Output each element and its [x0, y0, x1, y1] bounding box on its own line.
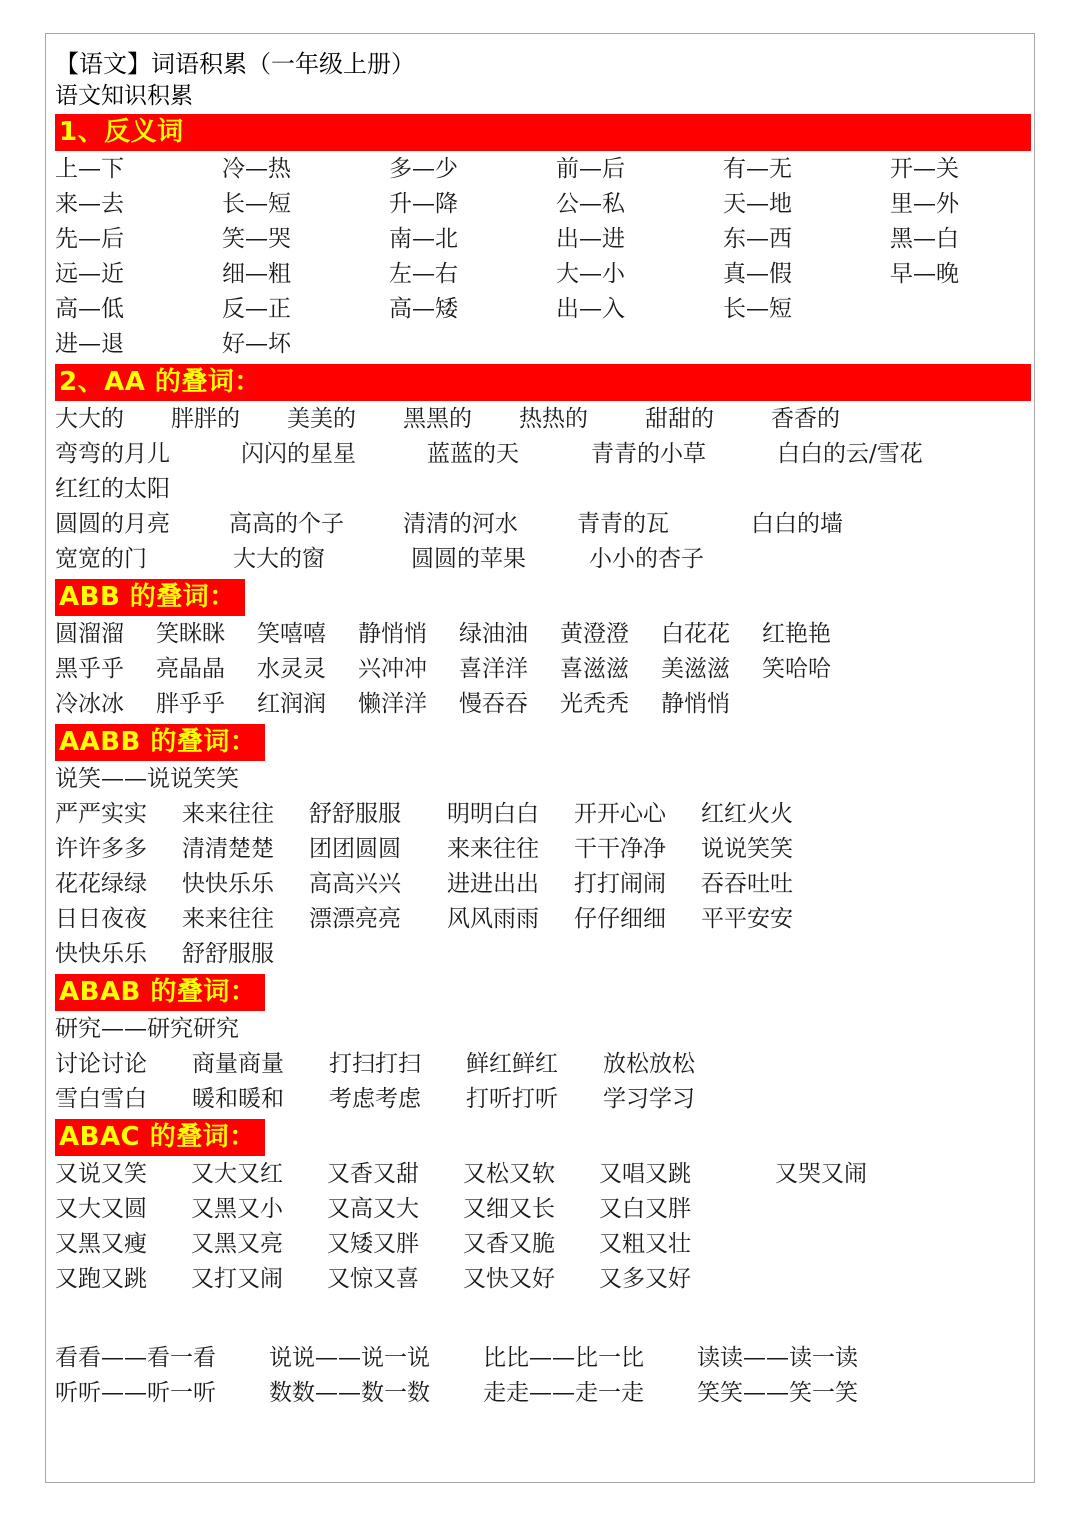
word-cell: 笑哈哈	[762, 656, 831, 682]
word-cell: 打扫打扫	[329, 1051, 421, 1077]
antonym-row	[55, 327, 1029, 362]
word-cell: 舒舒服服	[182, 941, 274, 967]
word-cell: 雪白雪白	[55, 1086, 147, 1112]
word-cell: 早—晚	[890, 261, 959, 287]
aa-row	[55, 437, 1029, 472]
word-cell: 红红的太阳	[55, 476, 170, 502]
section-heading-aa: 2、AA 的叠词：	[55, 364, 1031, 401]
word-cell: 美美的	[287, 406, 356, 432]
word-cell: 白花花	[661, 621, 730, 647]
word-cell: 又哭又闹	[775, 1161, 867, 1187]
antonym-row	[55, 152, 1029, 187]
section-abab	[55, 972, 1029, 1012]
aabb-row	[55, 867, 1029, 902]
antonym-row	[55, 292, 1029, 327]
word-cell: 又大又圆	[55, 1196, 147, 1222]
word-cell: 走走——走一走	[483, 1380, 644, 1406]
word-cell: 来来往往	[182, 801, 274, 827]
word-cell: 红润润	[257, 691, 326, 717]
aabb-example	[55, 762, 1029, 797]
word-cell: 青青的瓦	[577, 511, 669, 537]
word-cell: 香香的	[771, 406, 840, 432]
word-cell: 又快又好	[463, 1266, 555, 1292]
abac-row	[55, 1227, 1029, 1262]
section-heading-abab: ABAB 的叠词：	[55, 974, 265, 1011]
word-cell: 光秃秃	[560, 691, 629, 717]
word-cell: 圆圆的月亮	[55, 511, 170, 537]
word-cell: 长—短	[222, 191, 291, 217]
word-cell: 南—北	[389, 226, 458, 252]
word-cell: 天—地	[723, 191, 792, 217]
word-cell: 打听打听	[466, 1086, 558, 1112]
word-cell: 青青的小草	[591, 441, 706, 467]
word-cell: 静悄悄	[661, 691, 730, 717]
word-cell: 又白又胖	[599, 1196, 691, 1222]
word-cell: 来来往往	[447, 836, 539, 862]
word-cell: 里—外	[890, 191, 959, 217]
word-cell: 圆溜溜	[55, 621, 124, 647]
word-cell: 看看——看一看	[55, 1345, 216, 1371]
word-cell: 白白的墙	[751, 511, 843, 537]
word-cell: 又黑又亮	[191, 1231, 283, 1257]
word-cell: 东—西	[723, 226, 792, 252]
word-cell: 清清楚楚	[182, 836, 274, 862]
word-cell: 数数——数一数	[269, 1380, 430, 1406]
word-cell: 进—退	[55, 331, 124, 357]
word-cell: 又唱又跳	[599, 1161, 691, 1187]
word-cell: 出—入	[556, 296, 625, 322]
page-subtitle: 语文知识积累	[55, 83, 193, 109]
word-cell: 笑嘻嘻	[257, 621, 326, 647]
word-cell: 又黑又瘦	[55, 1231, 147, 1257]
section-abac	[55, 1117, 1029, 1157]
word-cell: 暖和暖和	[192, 1086, 284, 1112]
word-cell: 红红火火	[701, 801, 793, 827]
word-cell: 明明白白	[447, 801, 539, 827]
word-cell: 蓝蓝的天	[427, 441, 519, 467]
section-antonyms	[55, 114, 1029, 151]
word-cell: 又高又大	[327, 1196, 419, 1222]
word-cell: 学习学习	[603, 1086, 695, 1112]
word-cell: 好—坏	[222, 331, 291, 357]
word-cell: 又多又好	[599, 1266, 691, 1292]
aa-row	[55, 472, 1029, 507]
abb-row	[55, 687, 1029, 722]
word-cell: 冷冰冰	[55, 691, 124, 717]
word-cell: 研究——研究研究	[55, 1016, 239, 1042]
word-cell: 清清的河水	[403, 511, 518, 537]
word-cell: 冷—热	[222, 156, 291, 182]
word-cell: 说笑——说说笑笑	[55, 766, 239, 792]
word-cell: 又黑又小	[191, 1196, 283, 1222]
word-cell: 又香又甜	[327, 1161, 419, 1187]
word-cell: 又跑又跳	[55, 1266, 147, 1292]
word-cell: 美滋滋	[661, 656, 730, 682]
abab-row	[55, 1082, 1029, 1117]
word-cell: 亮晶晶	[156, 656, 225, 682]
word-cell: 严严实实	[55, 801, 147, 827]
abac-row	[55, 1157, 1029, 1192]
aa-row	[55, 402, 1029, 437]
word-cell: 上—下	[55, 156, 124, 182]
word-cell: 干干净净	[574, 836, 666, 862]
word-cell: 又粗又壮	[599, 1231, 691, 1257]
word-cell: 大大的窗	[233, 546, 325, 572]
section-heading-aabb: AABB 的叠词：	[55, 724, 265, 761]
word-cell: 舒舒服服	[309, 801, 401, 827]
word-cell: 长—短	[723, 296, 792, 322]
word-cell: 远—近	[55, 261, 124, 287]
word-cell: 有—无	[723, 156, 792, 182]
section-heading-antonyms: 1、反义词	[55, 114, 1031, 151]
word-cell: 又香又脆	[463, 1231, 555, 1257]
word-cell: 多—少	[389, 156, 458, 182]
word-cell: 团团圆圆	[309, 836, 401, 862]
word-cell: 打打闹闹	[574, 871, 666, 897]
word-cell: 高高的个子	[229, 511, 344, 537]
word-cell: 宽宽的门	[55, 546, 147, 572]
section-heading-abac: ABAC 的叠词：	[55, 1119, 265, 1156]
word-cell: 反—正	[222, 296, 291, 322]
word-cell: 说说——说一说	[269, 1345, 430, 1371]
aabb-row	[55, 937, 1029, 972]
section-heading-abb: ABB 的叠词：	[55, 579, 245, 616]
page-title: 【语文】词语积累（一年级上册）	[55, 50, 415, 78]
word-cell: 前—后	[556, 156, 625, 182]
word-cell: 读读——读一读	[697, 1345, 858, 1371]
word-cell: 左—右	[389, 261, 458, 287]
word-cell: 进进出出	[447, 871, 539, 897]
word-cell: 又说又笑	[55, 1161, 147, 1187]
aa-row	[55, 507, 1029, 542]
word-cell: 白白的云/雪花	[777, 441, 923, 467]
aabb-row	[55, 902, 1029, 937]
abb-row	[55, 652, 1029, 687]
word-cell: 胖胖的	[171, 406, 240, 432]
word-cell: 听听——听一听	[55, 1380, 216, 1406]
word-cell: 开开心心	[574, 801, 666, 827]
word-cell: 懒洋洋	[358, 691, 427, 717]
word-cell: 小小的杏子	[589, 546, 704, 572]
aa-row	[55, 542, 1029, 577]
word-cell: 公—私	[556, 191, 625, 217]
abac-row	[55, 1262, 1029, 1297]
word-cell: 来来往往	[182, 906, 274, 932]
word-cell: 快快乐乐	[182, 871, 274, 897]
abab-row	[55, 1047, 1029, 1082]
word-cell: 又打又闹	[191, 1266, 283, 1292]
abab-example	[55, 1012, 1029, 1047]
word-cell: 喜洋洋	[459, 656, 528, 682]
document-body	[46, 34, 1034, 1411]
aabb-row	[55, 797, 1029, 832]
word-cell: 开—关	[890, 156, 959, 182]
document-page	[45, 33, 1035, 1483]
word-cell: 黑乎乎	[55, 656, 124, 682]
word-cell: 闪闪的星星	[241, 441, 356, 467]
section-gap	[55, 1297, 1029, 1341]
word-cell: 来—去	[55, 191, 124, 217]
word-cell: 红艳艳	[762, 621, 831, 647]
word-cell: 讨论讨论	[55, 1051, 147, 1077]
word-cell: 高—低	[55, 296, 124, 322]
abb-row	[55, 617, 1029, 652]
aabb-row	[55, 832, 1029, 867]
word-cell: 弯弯的月儿	[55, 441, 170, 467]
word-cell: 黄澄澄	[560, 621, 629, 647]
section-aa	[55, 364, 1029, 401]
section-abb	[55, 577, 1029, 617]
word-cell: 又惊又喜	[327, 1266, 419, 1292]
word-cell: 先—后	[55, 226, 124, 252]
word-cell: 静悄悄	[358, 621, 427, 647]
word-cell: 笑眯眯	[156, 621, 225, 647]
word-cell: 高—矮	[389, 296, 458, 322]
word-cell: 比比——比一比	[483, 1345, 644, 1371]
reduplication-row	[55, 1341, 1029, 1376]
antonym-row	[55, 187, 1029, 222]
antonym-row	[55, 222, 1029, 257]
section-aabb	[55, 722, 1029, 762]
word-cell: 甜甜的	[645, 406, 714, 432]
word-cell: 考虑考虑	[329, 1086, 421, 1112]
antonym-row	[55, 257, 1029, 292]
word-cell: 大大的	[55, 406, 124, 432]
word-cell: 又松又软	[463, 1161, 555, 1187]
word-cell: 又矮又胖	[327, 1231, 419, 1257]
word-cell: 兴冲冲	[358, 656, 427, 682]
word-cell: 慢吞吞	[459, 691, 528, 717]
word-cell: 吞吞吐吐	[701, 871, 793, 897]
word-cell: 真—假	[723, 261, 792, 287]
word-cell: 笑笑——笑一笑	[697, 1380, 858, 1406]
word-cell: 说说笑笑	[701, 836, 793, 862]
word-cell: 黑—白	[890, 226, 959, 252]
word-cell: 热热的	[519, 406, 588, 432]
word-cell: 仔仔细细	[574, 906, 666, 932]
word-cell: 平平安安	[701, 906, 793, 932]
word-cell: 漂漂亮亮	[309, 906, 401, 932]
word-cell: 胖乎乎	[156, 691, 225, 717]
word-cell: 圆圆的苹果	[411, 546, 526, 572]
word-cell: 笑—哭	[222, 226, 291, 252]
word-cell: 水灵灵	[257, 656, 326, 682]
word-cell: 又大又红	[191, 1161, 283, 1187]
word-cell: 日日夜夜	[55, 906, 147, 932]
word-cell: 绿油油	[459, 621, 528, 647]
word-cell: 黑黑的	[403, 406, 472, 432]
reduplication-row	[55, 1376, 1029, 1411]
word-cell: 鲜红鲜红	[466, 1051, 558, 1077]
word-cell: 高高兴兴	[309, 871, 401, 897]
word-cell: 大—小	[556, 261, 625, 287]
word-cell: 商量商量	[192, 1051, 284, 1077]
word-cell: 风风雨雨	[447, 906, 539, 932]
word-cell: 出—进	[556, 226, 625, 252]
word-cell: 细—粗	[222, 261, 291, 287]
abac-row	[55, 1192, 1029, 1227]
word-cell: 许许多多	[55, 836, 147, 862]
word-cell: 花花绿绿	[55, 871, 147, 897]
word-cell: 又细又长	[463, 1196, 555, 1222]
word-cell: 升—降	[389, 191, 458, 217]
word-cell: 快快乐乐	[55, 941, 147, 967]
word-cell: 喜滋滋	[560, 656, 629, 682]
word-cell: 放松放松	[603, 1051, 695, 1077]
